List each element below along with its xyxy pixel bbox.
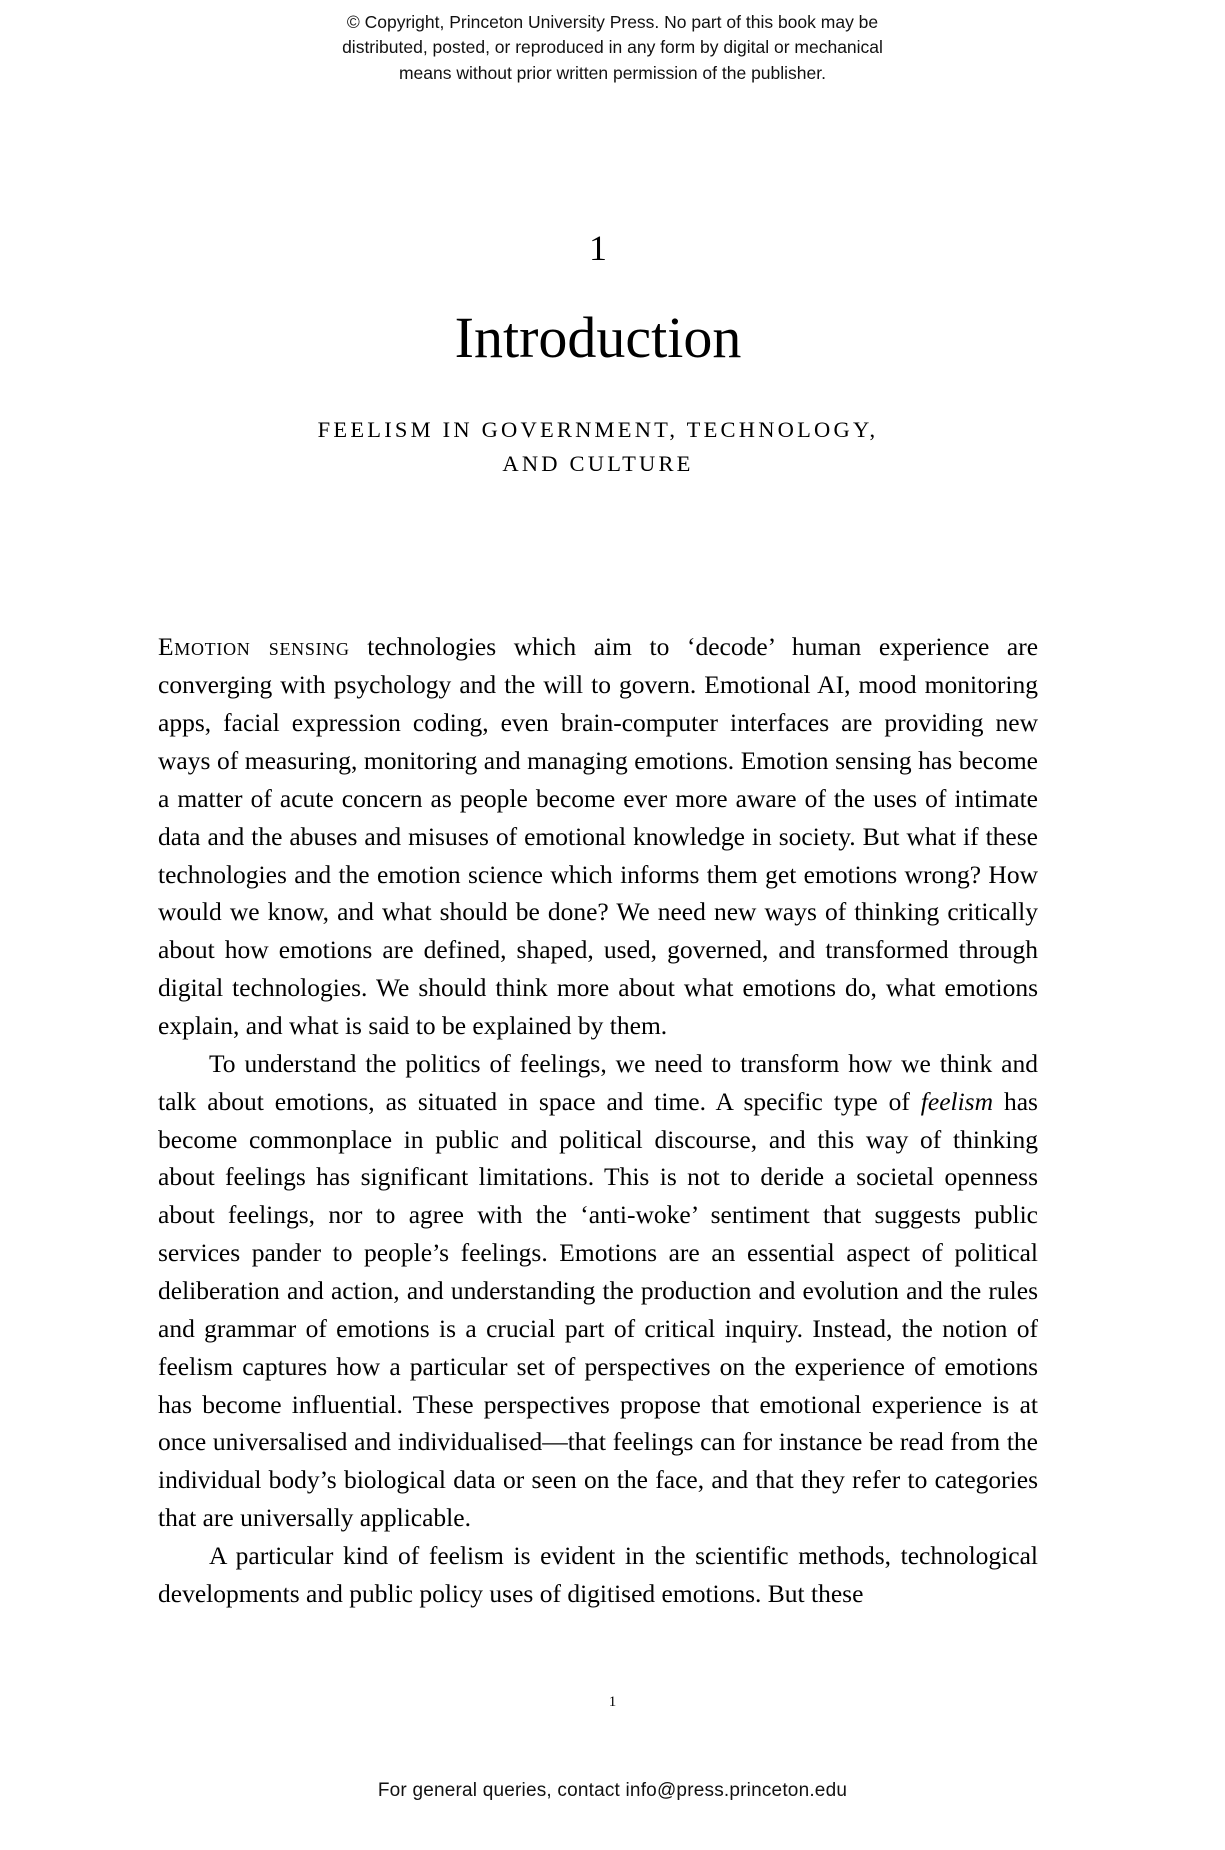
paragraph-1 (158, 628, 1038, 1044)
chapter-subtitle-line-2: AND CULTURE (502, 450, 694, 476)
paragraph-3: A particular kind of feelism is evident in the scientific methods, technological developments and public policy uses of digitised emotions. But these (158, 1541, 1038, 1608)
paragraph-2-emphasis: feelism (920, 1086, 994, 1116)
page-number: 1 (608, 1694, 617, 1710)
paragraph-2-part-a: To understand the politics of feelings, we need to transform how we think and talk about emotions, as situated in space and time. A specific type of (158, 1048, 1038, 1116)
copyright-line-1: © Copyright, Princeton University Press. No part of this book may be (346, 12, 879, 32)
paragraph-1-leadin: Emotion sensing (158, 632, 350, 662)
paragraph-2 (158, 1045, 1038, 1537)
copyright-line-3: means without prior written permission of the publisher. (398, 62, 826, 83)
footer-query-line: For general queries, contact info@press.princeton.edu (377, 1780, 848, 1801)
paragraph-1-rest: technologies which aim to ‘decode’ human experience are converging with psychology and the will to govern. Emotional AI, mood monitoring apps, facial expression coding, even brain-computer interfaces are providing new ways of measuring, monitoring and managing emotions. Emotion sensing has become a matter of acute concern as people become ever more aware of the uses of intimate data and the abuses and misuses of emotional knowledge in society. But what if these technologies and the emotion science which informs them get emotions wrong? How would we know, and what should be done? We need new ways of thinking critically about how emotions are defined, shaped, used, governed, and transformed through digital technologies. We should think more about what emotions do, what emotions explain, and what is said to be explained by them. (158, 632, 1039, 1040)
body-text (158, 628, 1038, 1612)
page-title: Introduction (454, 305, 742, 370)
chapter-subtitle (158, 413, 1038, 481)
page-content (158, 0, 1038, 1613)
paragraph-2-part-b: has become commonplace in public and political discourse, and this way of thinking about feelings has significant limitations. This is not to deride a societal openness about feelings, nor to agree with the ‘anti-woke’ sentiment that suggests public services pander to people’s feelings. Emotions are an essential aspect of political deliberation and action, and understanding the production and evolution and the rules and grammar of emotions is a crucial part of critical inquiry. Instead, the notion of feelism captures how a particular set of perspectives on the experience of emotions has become influential. These perspectives propose that emotional experience is at once universalised and individualised—that feelings can for instance be read from the individual body’s biological data or seen on the face, and that they refer to categories that are universally applicable. (158, 1086, 1038, 1533)
chapter-number: 1 (589, 228, 607, 268)
copyright-line-2: distributed, posted, or reproduced in any form by digital or mechanical (342, 37, 883, 58)
chapter-subtitle-line-1: FEELISM IN GOVERNMENT, TECHNOLOGY, (317, 416, 879, 442)
